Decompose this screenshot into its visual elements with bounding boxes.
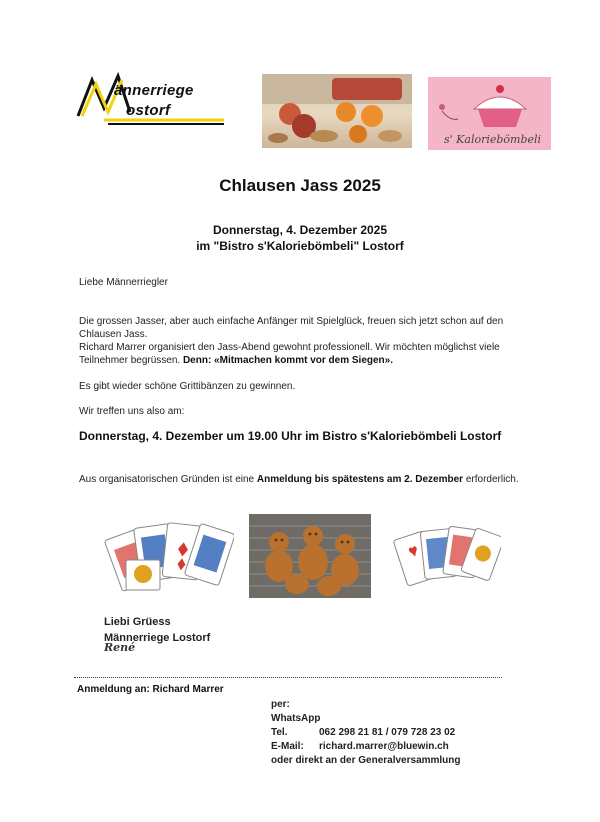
registration-label: Anmeldung an: Richard Marrer [77, 684, 224, 695]
intro-paragraph [79, 315, 539, 367]
contact-other: oder direkt an der Generalversammlung [271, 755, 461, 766]
logo-text-line1: ännerriege [114, 82, 194, 99]
kaloriebombeli-logo [428, 77, 551, 150]
notice-post: erforderlich. [463, 474, 519, 485]
notice-pre: Aus organisatorischen Gründen ist eine [79, 474, 257, 485]
grittibaenz-bread-photo [249, 514, 371, 598]
divider [74, 677, 502, 678]
event-date-line: Donnerstag, 4. Dezember um 19.00 Uhr im Bistro s'Kaloriebömbeli Lostorf [79, 429, 502, 443]
greeting: Liebe Männerriegler [79, 277, 168, 288]
contact-whatsapp: WhatsApp [271, 713, 321, 724]
playing-cards-right-image [393, 522, 501, 590]
christmas-treats-photo [262, 74, 412, 148]
signoff-greeting: Liebi Grüess [104, 616, 171, 628]
phone-value: 062 298 21 81 / 079 728 23 02 [319, 727, 456, 738]
subtitle-venue: im "Bistro s'Kaloriebömbeli" Lostorf [196, 239, 404, 253]
contact-per: per: [271, 699, 290, 710]
contact-phone-row [271, 726, 461, 740]
club-logo [74, 72, 234, 132]
phone-label: Tel. [271, 727, 288, 738]
intro-text-1: Die grossen Jasser, aber auch einfache Anfänger mit Spielglück, freuen sich jetzt schon auf den Chlausen Jass. [79, 316, 504, 340]
contact-email-row [271, 740, 461, 754]
event-subtitle [0, 222, 600, 254]
prizes-paragraph: Es gibt wieder schöne Grittibänzen zu gewinnen. [79, 381, 296, 392]
page-title: Chlausen Jass 2025 [219, 176, 381, 195]
notice-deadline: Anmeldung bis spätestens am 2. Dezember [256, 474, 464, 485]
intro-text-2: Richard Marrer organisiert den Jass-Abend gewohnt professionell. Wir möchten möglichst viele Teilnehmer begrüssen. [79, 342, 500, 366]
subtitle-date: Donnerstag, 4. Dezember 2025 [212, 223, 388, 237]
cake-logo-caption: s' Kaloriebömbeli [444, 133, 542, 146]
meeting-intro: Wir treffen uns also am: [79, 406, 185, 417]
intro-motto: Denn: «Mitmachen kommt vor dem Siegen». [182, 355, 394, 366]
signoff-club: Männerriege Lostorf [104, 632, 211, 644]
email-value: richard.marrer@bluewin.ch [319, 741, 449, 752]
signature: René [104, 641, 136, 654]
logo-text-line2: ostorf [126, 102, 171, 119]
registration-notice [79, 473, 549, 486]
email-label: E-Mail: [271, 741, 304, 752]
contact-block [271, 698, 461, 768]
playing-cards-left-image [104, 514, 234, 594]
